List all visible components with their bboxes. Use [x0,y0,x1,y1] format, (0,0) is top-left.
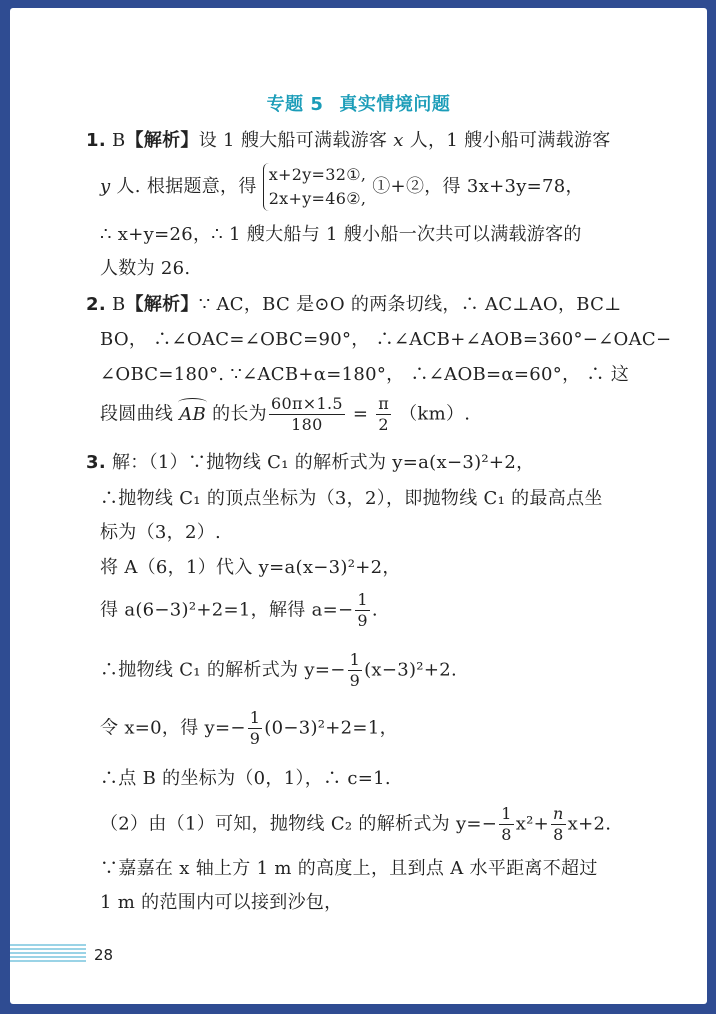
p3-fraction-9b [551,804,566,845]
p1-tag: 【解析】 [125,130,199,151]
p2-line-1 [86,290,621,316]
p2-text-1: ∵ AC，BC 是⊙O 的两条切线，∴ AC⊥AO，BC⊥ [198,294,622,315]
section-name: 真实情境问题 [339,94,451,115]
p3-line-7 [100,708,398,749]
p3-line-3: 标为（3，2）. [100,522,222,543]
p3-text-5a: 得 a(6−3)²+2=1，解得 a=− [100,599,354,621]
p2-text-4a: 段圆曲线 [100,403,180,425]
p2-line-3: ∠OBC=180°. ∵∠ACB+α=180°， ∴∠AOB=α=60°， ∴ 这 [100,364,630,385]
p3-frac7-num: 1 [249,708,261,727]
p2-line-4 [100,394,470,435]
section-title [10,90,707,116]
p1-number: 1. [86,130,106,151]
p1-eq2: 2x+y=46②, [268,189,367,208]
p1-var-y: y [100,176,111,197]
p3-line-2: ∴抛物线 C₁ 的顶点坐标为（3，2），即抛物线 C₁ 的最高点坐 [100,488,603,509]
p1-line-1 [86,126,611,152]
p2-frac2-den: 2 [378,415,389,434]
p1-var-x: x [393,130,404,151]
section-prefix: 专题 5 [266,94,324,115]
p3-line-4: 将 A（6，1）代入 y=a(x−3)²+2， [100,557,401,578]
p1-text-2b: ①+②，得 3x+3y=78， [366,176,584,197]
p2-fraction-1 [269,394,345,435]
p3-fraction-7 [248,708,262,749]
p3-line-5 [100,590,378,631]
p2-unit: （km）. [393,403,471,425]
p3-text-6a: ∴抛物线 C₁ 的解析式为 y=− [100,659,346,681]
p2-arc-ab: AB [179,403,207,425]
p1-text-end: 人，1 艘小船可满载游客 [403,130,611,151]
p3-number: 3. [86,452,106,473]
p2-frac1-den: 180 [291,415,323,434]
p2-line-2: BO， ∴∠OAC=∠OBC=90°， ∴∠ACB+∠AOB=360°−∠OAC− [100,329,672,350]
p3-text-7a: 令 x=0，得 y=− [100,717,246,739]
p1-line-3: ∴ x+y=26，∴ 1 艘大船与 1 艘小船一次共可以满载游客的 [100,224,582,245]
p3-text-1: 解：（1）∵抛物线 C₁ 的解析式为 y=a(x−3)²+2， [112,452,535,473]
footer-decoration [10,944,86,966]
p2-tag: 【解析】 [125,294,199,315]
p1-eq1: x+2y=32①, [268,165,367,184]
p3-line-6 [100,650,457,691]
p2-number: 2. [86,294,106,315]
p3-line-9 [100,804,611,845]
p2-frac1-num: 60π×1.5 [270,394,343,413]
p2-equals: = [346,403,375,425]
p3-frac5-num: 1 [357,590,368,609]
p3-fraction-5 [355,590,369,631]
p1-answer: B [112,130,126,151]
p3-text-7b: (0−3)²+2=1， [264,717,398,739]
p3-frac7-den: 9 [249,729,261,748]
page-number: 28 [94,946,114,964]
p2-text-4b: 的长为 [206,403,267,425]
p2-fraction-2 [376,394,391,435]
p3-text-5b: . [371,599,378,621]
p1-line-2 [100,163,584,211]
p2-frac2-num: π [378,394,390,413]
p3-text-9c: x+2. [567,813,612,835]
p3-text-9a: （2）由（1）可知，抛物线 C₂ 的解析式为 y=− [100,813,498,835]
p1-system [263,163,367,211]
p2-answer: B [112,294,126,315]
p3-frac5-den: 9 [357,611,368,630]
p3-fraction-6 [348,650,362,691]
p1-text: 设 1 艘大船可满载游客 [198,130,394,151]
p3-fraction-9a [499,804,513,845]
p3-line-8: ∴点 B 的坐标为（0，1），∴ c=1. [100,768,391,789]
p3-frac9b-num: n [553,804,564,823]
p3-line-10: ∵嘉嘉在 x 轴上方 1 m 的高度上，且到点 A 水平距离不超过 [100,858,598,879]
page [10,8,707,1004]
p3-text-9b: x²+ [515,813,550,835]
p3-frac6-num: 1 [349,650,361,669]
p1-line-4: 人数为 26. [100,258,191,279]
p3-line-11: 1 m 的范围内可以接到沙包， [100,892,343,913]
p1-text-2a: 人. 根据题意，得 [110,176,257,197]
p3-text-6b: (x−3)²+2. [364,659,457,681]
p3-frac9a-num: 1 [501,804,512,823]
p3-frac9b-den: 8 [553,825,564,844]
p3-frac9a-den: 8 [501,825,512,844]
p3-frac6-den: 9 [349,671,361,690]
p3-line-1 [86,448,534,474]
